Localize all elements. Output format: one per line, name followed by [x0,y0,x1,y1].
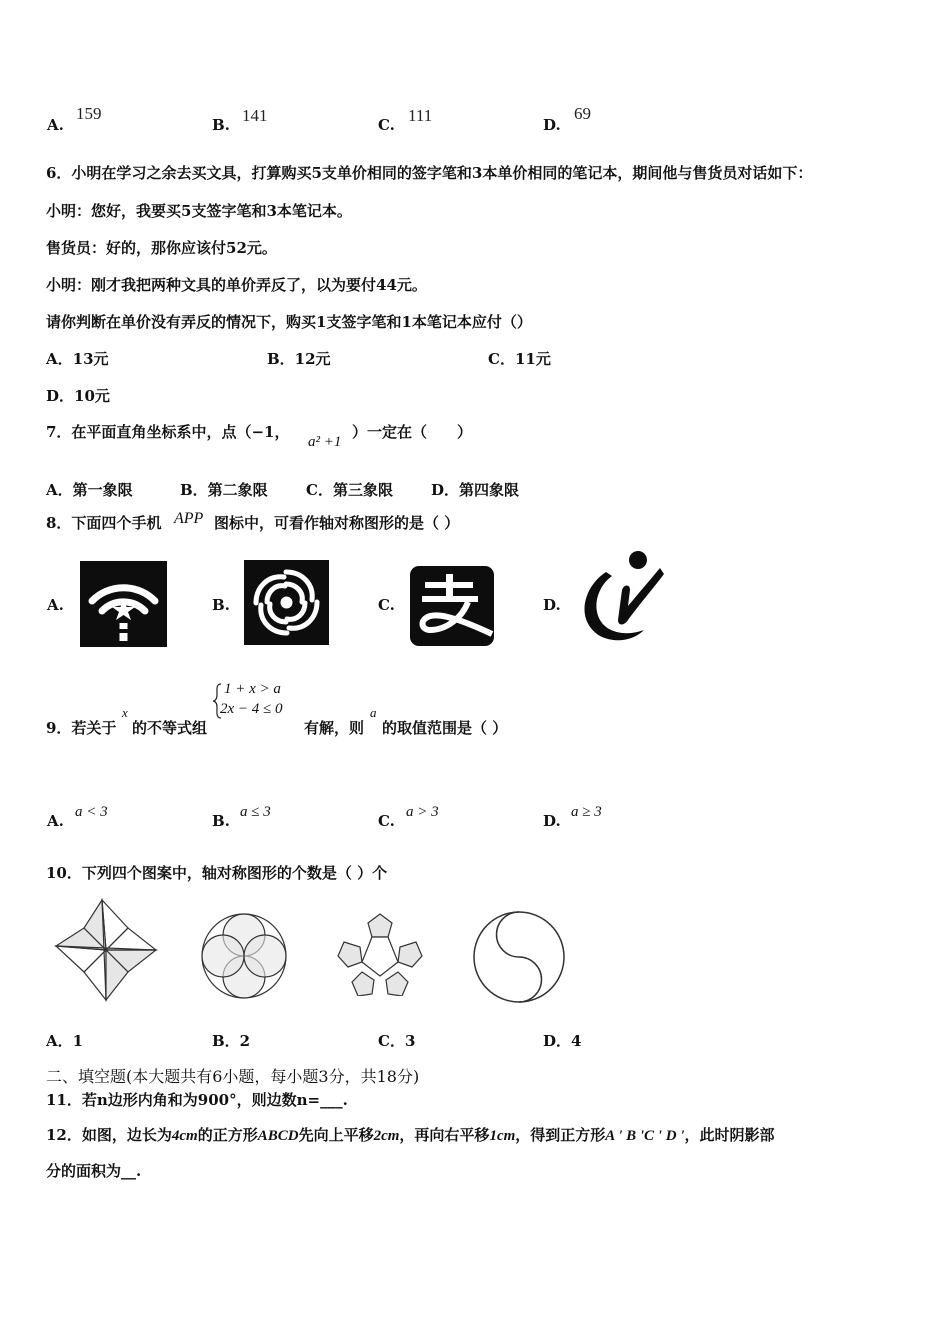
q9-stem-post: 的取值范围是（ ） [382,719,508,737]
q12-len-1: 4cm [171,1128,198,1144]
q12-line-1 [46,1124,775,1145]
q12-line-2: 分的面积为__. [46,1162,142,1180]
q12-text-a: 12．如图，边长为 [46,1126,172,1144]
pentagons-pattern [336,912,424,996]
q9-system-line-1: 1 + x > a [224,681,281,697]
q10-option-d: D．4 [543,1032,582,1050]
q6-question: 请你判断在单价没有弄反的情况下，购买1支签字笔和1本笔记本应付（） [46,313,532,331]
q5-option-b-value: 141 [242,106,268,125]
q5-option-d-value: 69 [574,104,591,123]
q9-option-d-label: D. [543,812,561,830]
q8-stem-pre: 8．下面四个手机 [46,514,162,532]
q12-square-prime: A ' B 'C ' D ' [605,1128,685,1144]
q7-option-b: B．第二象限 [180,481,268,499]
section-2-title: 二、填空题(本大题共有6小题，每小题3分，共18分) [46,1067,420,1086]
q8-option-b-label: B. [212,596,230,614]
q9-option-a-label: A. [47,812,64,830]
q5-option-c-value: 111 [408,106,433,125]
yinyang-pattern [472,910,566,1004]
q6-dialog-2: 售货员：好的，那你应该付52元。 [46,239,277,257]
q12-text-e: 先向上平移 [298,1126,374,1144]
q6-option-b: B．12元 [267,350,331,368]
q7-option-a: A．第一象限 [46,481,133,499]
q9-option-d-value: a ≥ 3 [571,804,602,820]
q9-system-line-2: 2x − 4 ≤ 0 [220,701,283,717]
q9-var-x: x [122,705,128,720]
q10-option-b: B．2 [212,1032,251,1050]
q6-option-d: D．10元 [46,387,110,405]
q9-option-b-label: B. [212,812,230,830]
q6-option-c: C．11元 [488,350,551,368]
q6-stem: 6．小明在学习之余去买文具，打算购买5支单价相同的签字笔和3本单价相同的笔记本，期间他与售货员对话如下： [46,164,813,182]
q7-stem-pre: 7．在平面直角坐标系中，点（−1， [46,423,290,441]
q12-text-c: 的正方形 [197,1126,258,1144]
q9-option-a-value: a < 3 [75,804,108,820]
swirl-logo-icon [244,560,329,645]
wifi-icon [80,561,167,647]
pinwheel-pattern [52,896,160,1004]
q8-option-a-label: A. [47,596,64,614]
q5-option-d-label: D. [543,116,561,134]
q9-stem-pre: 9．若关于 [46,719,117,737]
alipay-icon [410,566,494,646]
q10-stem: 10．下列四个图案中，轴对称图形的个数是（ ）个 [46,864,388,882]
q9-stem-mid: 的不等式组 [132,719,208,737]
q10-option-c: C．3 [378,1032,416,1050]
q6-option-a: A．13元 [46,350,109,368]
q9-option-c-label: C. [378,812,395,830]
q5-option-b-label: B. [212,116,230,134]
q12-len-3: 1cm [489,1128,516,1144]
q7-option-c: C．第三象限 [306,481,393,499]
q5-option-a-label: A. [47,116,64,134]
q6-dialog-1: 小明：您好，我要买5支签字笔和3本笔记本。 [46,202,352,220]
q7-stem-post: ）一定在（ ） [352,423,473,441]
q12-text-g: ，再向右平移 [399,1126,490,1144]
q11-text: 11．若n边形内角和为900°，则边数n=___. [46,1091,348,1109]
q9-stem-mid2: 有解，则 [304,719,365,737]
q9-option-b-value: a ≤ 3 [240,804,271,820]
q8-option-d-label: D. [543,596,561,614]
q9-var-a: a [370,705,377,720]
figure-logo-icon [578,550,666,646]
q8-stem-post: 图标中，可看作轴对称图形的是（ ） [214,514,460,532]
q8-option-c-label: C. [378,596,395,614]
q12-square-abcd: ABCD [257,1128,299,1144]
circles-pattern [200,912,288,1000]
q12-text-i: ，得到正方形 [515,1126,606,1144]
q7-expression: a² +1 [308,434,342,450]
q5-option-c-label: C. [378,116,395,134]
q8-app: APP [174,510,204,527]
q9-option-c-value: a > 3 [406,804,439,820]
q6-dialog-3: 小明：刚才我把两种文具的单价弄反了，以为要付44元。 [46,276,427,294]
q12-len-2: 2cm [373,1128,400,1144]
q7-option-d: D．第四象限 [431,481,520,499]
q10-option-a: A．1 [46,1032,84,1050]
q12-text-k: ，此时阴影部 [684,1126,775,1144]
q5-option-a-value: 159 [76,104,102,123]
